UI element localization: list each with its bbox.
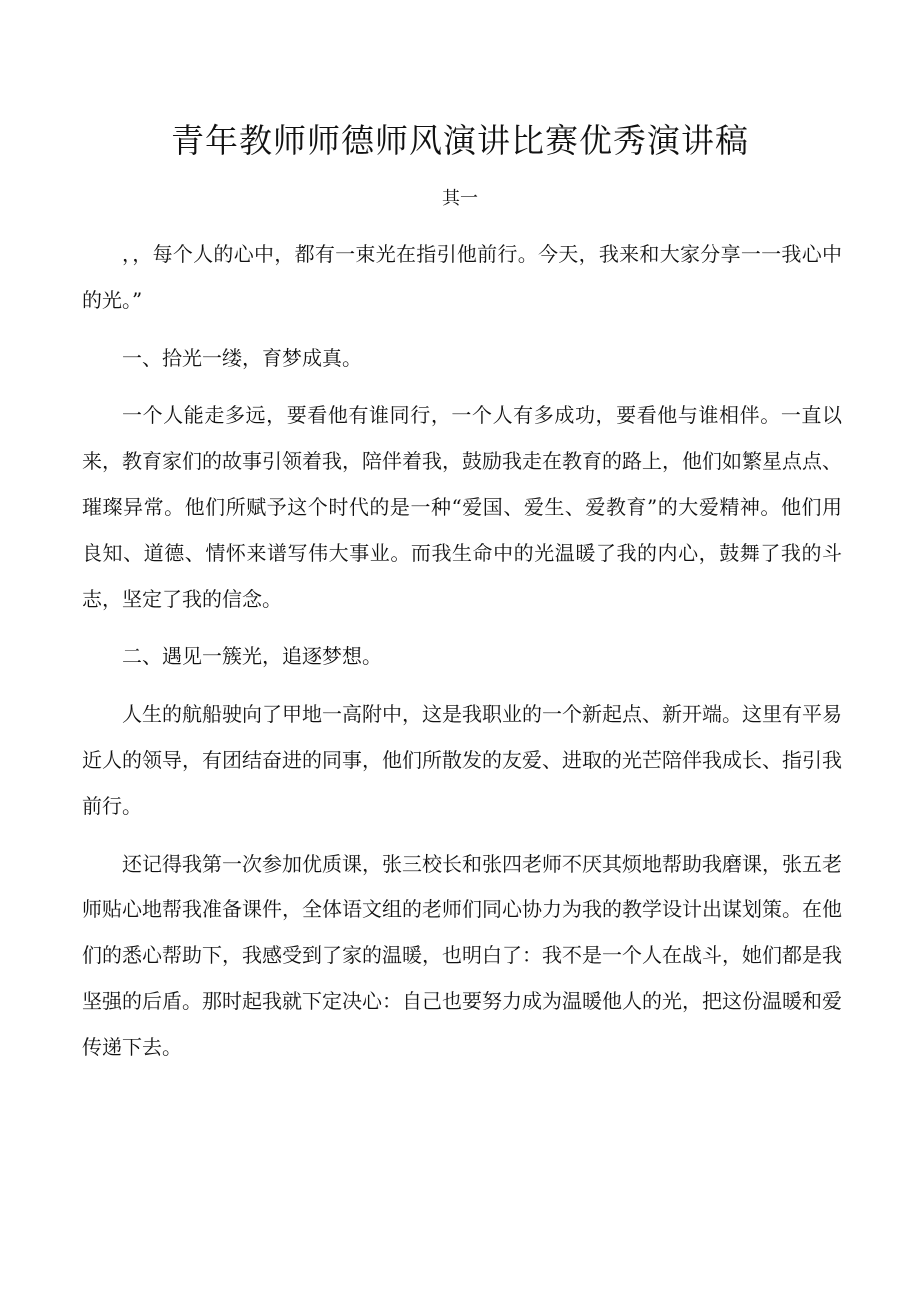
- paragraph-section-1: 一个人能走多远，要看他有谁同行，一个人有多成功，要看他与谁相伴。一直以来，教育家们的故事引领着我，陪伴着我，鼓励我走在教育的路上，他们如繁星点点、璀璨异常。他们所赋予这个时代的是一种“爱国、爱生、爱教育”的大爱精神。他们用良知、道德、情怀来谱写伟大事业。而我生命中的光温暖了我的内心，鼓舞了我的斗志，坚定了我的信念。: [82, 403, 842, 611]
- document-body: [82, 232, 842, 1083]
- section-heading-1: 一、拾光一缕，育梦成真。: [122, 345, 362, 370]
- paragraph-section-2: 人生的航船驶向了甲地一高附中，这是我职业的一个新起点、新开端。这里有平易近人的领导，有团结奋进的同事，他们所散发的友爱、进取的光芒陪伴我成长、指引我前行。: [82, 702, 842, 818]
- paragraph-memory: 还记得我第一次参加优质课，张三校长和张四老师不厌其烦地帮助我磨课，张五老师贴心地帮我准备课件，全体语文组的老师们同心协力为我的教学设计出谋划策。在他们的悉心帮助下，我感受到了家的温暖，也明白了：我不是一个人在战斗，她们都是我坚强的后盾。那时起我就下定决心：自己也要努力成为温暖他人的光，把这份温暖和爱传递下去。: [82, 851, 842, 1059]
- paragraph-intro: ，，每个人的心中，都有一束光在指引他前行。今天，我来和大家分享一一我心中的光。”: [82, 242, 842, 312]
- section-heading-2: 二、遇见一簇光，追逐梦想。: [122, 644, 382, 669]
- document-title: 青年教师师德师风演讲比赛优秀演讲稿: [171, 121, 749, 160]
- document-subtitle: 其一: [442, 188, 478, 209]
